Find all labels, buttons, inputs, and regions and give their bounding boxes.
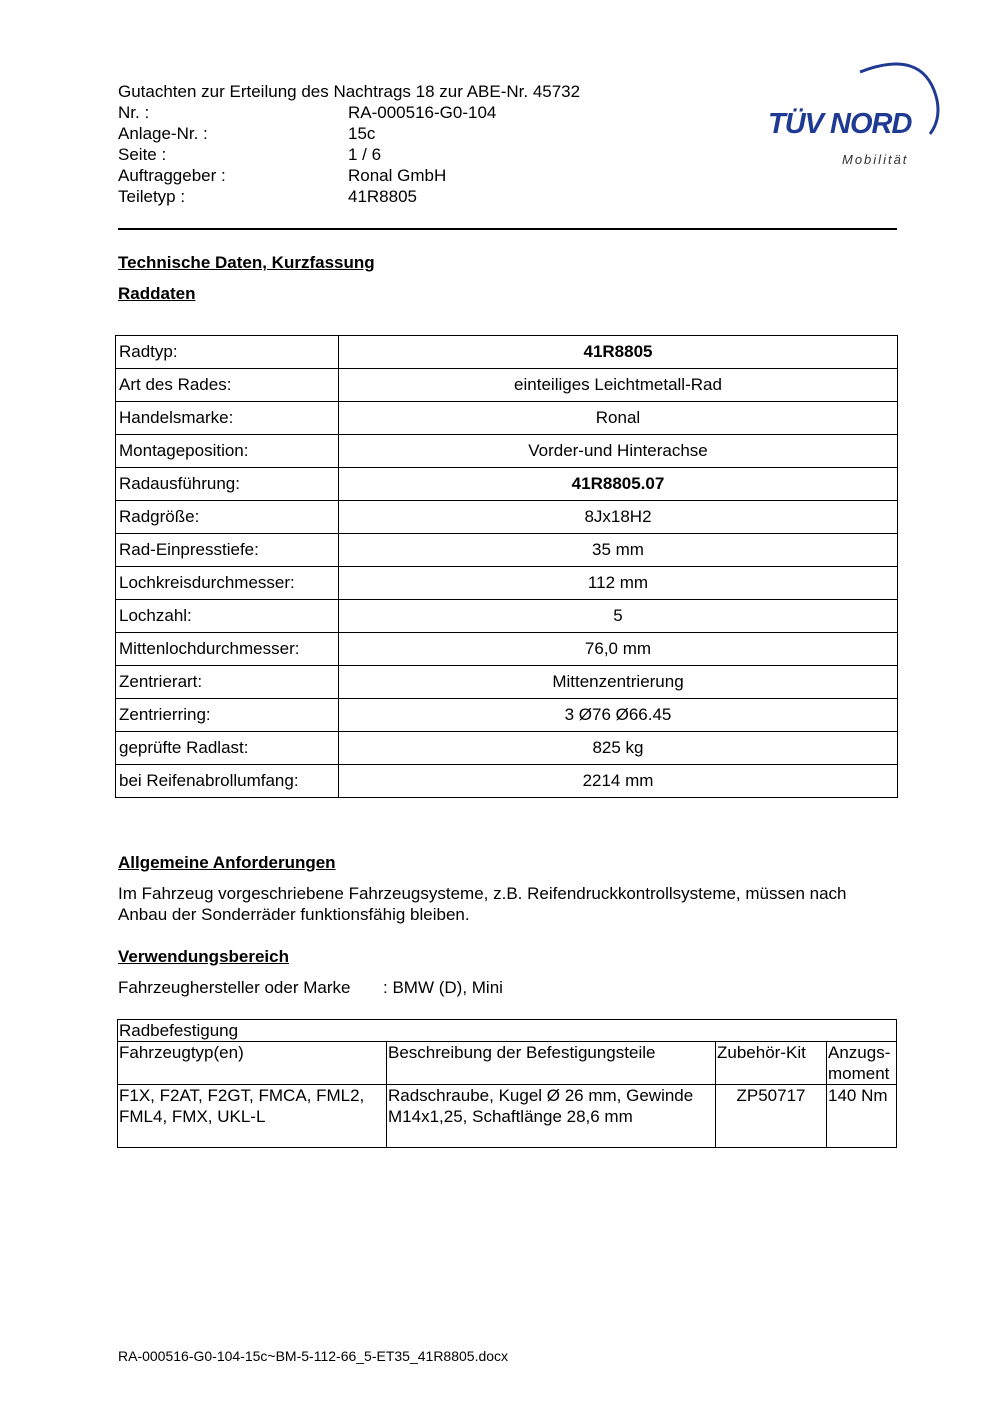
wheel-row-label: Radtyp:: [116, 336, 339, 369]
mount-header-description: Beschreibung der Befestigungsteile: [387, 1042, 716, 1085]
table-row: [116, 468, 898, 501]
wheel-row-value: 825 kg: [339, 732, 898, 765]
table-row: [116, 666, 898, 699]
wheel-row-value: 3 Ø76 Ø66.45: [339, 699, 898, 732]
wheel-row-label: Handelsmarke:: [116, 402, 339, 435]
wheel-row-label: Art des Rades:: [116, 369, 339, 402]
section-raddaten-heading: Raddaten: [118, 284, 196, 303]
wheel-row-value: Vorder-und Hinterachse: [339, 435, 898, 468]
section-general-requirements-heading: Allgemeine Anforderungen: [118, 853, 336, 872]
mount-cell-torque: 140 Nm: [827, 1085, 897, 1148]
section-usage-heading: Verwendungsbereich: [118, 947, 289, 966]
wheel-data-table: [115, 335, 898, 798]
vehicle-manufacturer-label: Fahrzeughersteller oder Marke: [118, 978, 351, 997]
table-row: [116, 501, 898, 534]
table-row: [116, 633, 898, 666]
mount-caption: Radbefestigung: [118, 1020, 897, 1042]
table-row: [116, 732, 898, 765]
wheel-row-value: 112 mm: [339, 567, 898, 600]
table-row: [116, 534, 898, 567]
wheel-row-label: Lochkreisdurchmesser:: [116, 567, 339, 600]
document-title: Gutachten zur Erteilung des Nachtrags 18 zur ABE-Nr. 45732: [118, 82, 581, 101]
field-label-auftraggeber: Auftraggeber :: [118, 166, 226, 185]
wheel-row-label: Radgröße:: [116, 501, 339, 534]
table-row: [116, 765, 898, 798]
section-technical-data-heading: Technische Daten, Kurzfassung: [118, 253, 375, 272]
wheel-row-value: einteiliges Leichtmetall-Rad: [339, 369, 898, 402]
table-row: [116, 435, 898, 468]
field-value-auftraggeber: Ronal GmbH: [348, 166, 447, 185]
mount-caption-row: [118, 1020, 897, 1042]
mount-cell-vehicle-types: F1X, F2AT, F2GT, FMCA, FML2, FML4, FMX, UKL-L: [118, 1085, 387, 1148]
wheel-row-label: Montageposition:: [116, 435, 339, 468]
wheel-row-label: bei Reifenabrollumfang:: [116, 765, 339, 798]
wheel-row-value: 76,0 mm: [339, 633, 898, 666]
wheel-row-value: Ronal: [339, 402, 898, 435]
wheel-row-value: 35 mm: [339, 534, 898, 567]
mount-header-kit: Zubehör-Kit: [716, 1042, 827, 1085]
mount-cell-kit: ZP50717: [716, 1085, 827, 1148]
mount-header-row: [118, 1042, 897, 1085]
table-row: [116, 600, 898, 633]
field-label-anlage: Anlage-Nr. :: [118, 124, 208, 143]
tuv-nord-logo: [762, 56, 942, 172]
field-value-anlage: 15c: [348, 124, 376, 143]
mount-cell-description: Radschraube, Kugel Ø 26 mm, Gewinde M14x1,25, Schaftlänge 28,6 mm: [387, 1085, 716, 1148]
wheel-row-label: Zentrierart:: [116, 666, 339, 699]
field-label-nr: Nr. :: [118, 103, 150, 122]
table-row: [116, 369, 898, 402]
footer-filename: RA-000516-G0-104-15c~BM-5-112-66_5-ET35_41R8805.docx: [118, 1348, 509, 1364]
table-row: [116, 699, 898, 732]
wheel-row-label: Rad-Einpresstiefe:: [116, 534, 339, 567]
general-requirements-text: Im Fahrzeug vorgeschriebene Fahrzeugsysteme, z.B. Reifendruckkontrollsysteme, müssen nach Anbau der Sonderräder funktionsfähig bleiben.: [118, 884, 847, 924]
wheel-row-label: Lochzahl:: [116, 600, 339, 633]
table-row: [116, 567, 898, 600]
field-label-teiletyp: Teiletyp :: [118, 187, 186, 206]
wheel-row-value: 41R8805: [339, 336, 898, 369]
wheel-row-value: Mittenzentrierung: [339, 666, 898, 699]
field-value-nr: RA-000516-G0-104: [348, 103, 497, 122]
field-value-teiletyp: 41R8805: [348, 187, 418, 206]
wheel-row-value: 5: [339, 600, 898, 633]
wheel-row-label: Radausführung:: [116, 468, 339, 501]
mount-header-vehicle-types: Fahrzeugtyp(en): [118, 1042, 387, 1085]
header-divider: [118, 228, 897, 230]
table-row: [118, 1085, 897, 1148]
logo-subtitle: Mobilität: [842, 152, 909, 167]
field-value-seite: 1 / 6: [348, 145, 382, 164]
table-row: [116, 336, 898, 369]
field-label-seite: Seite :: [118, 145, 167, 164]
wheel-row-value: 41R8805.07: [339, 468, 898, 501]
wheel-row-label: Zentrierring:: [116, 699, 339, 732]
wheel-row-label: Mittenlochdurchmesser:: [116, 633, 339, 666]
mount-header-torque: Anzugs-moment: [827, 1042, 897, 1085]
wheel-row-value: 2214 mm: [339, 765, 898, 798]
logo-wordmark: TÜV NORD: [768, 108, 912, 140]
wheel-row-label: geprüfte Radlast:: [116, 732, 339, 765]
table-row: [116, 402, 898, 435]
vehicle-manufacturer-value: : BMW (D), Mini: [383, 978, 503, 997]
wheel-row-value: 8Jx18H2: [339, 501, 898, 534]
wheel-mounting-table: [117, 1019, 897, 1148]
